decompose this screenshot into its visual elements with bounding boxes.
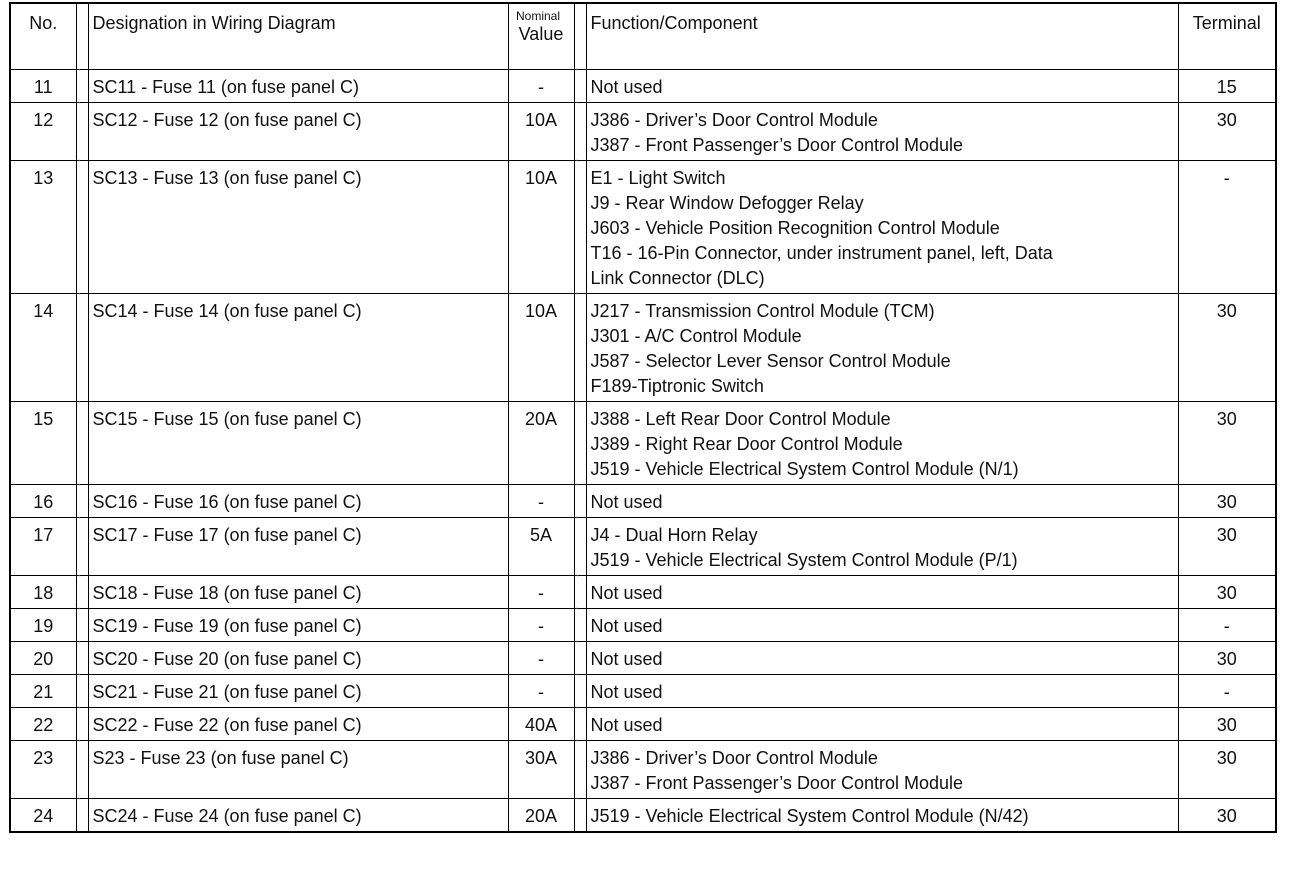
cell-designation: S23 - Fuse 23 (on fuse panel C) (88, 741, 508, 799)
table-row (10, 294, 1276, 402)
cell-designation: SC18 - Fuse 18 (on fuse panel C) (88, 576, 508, 609)
function-line: J603 - Vehicle Position Recognition Control Module (590, 218, 1000, 238)
cell-no: 22 (10, 708, 76, 741)
function-line: J387 - Front Passenger’s Door Control Module (590, 135, 964, 155)
function-line: J217 - Transmission Control Module (TCM) (590, 301, 935, 321)
cell-spacer (574, 294, 586, 402)
cell-function (586, 576, 1178, 609)
function-line: J301 - A/C Control Module (590, 326, 802, 346)
function-line: Not used (590, 583, 663, 603)
cell-spacer (76, 402, 88, 485)
cell-spacer (574, 485, 586, 518)
cell-designation: SC11 - Fuse 11 (on fuse panel C) (88, 70, 508, 103)
table-row (10, 609, 1276, 642)
table-row (10, 799, 1276, 833)
cell-no: 17 (10, 518, 76, 576)
cell-nominal-value: 5A (508, 518, 574, 576)
function-line: J519 - Vehicle Electrical System Control Module (N/42) (590, 806, 1029, 826)
cell-function (586, 799, 1178, 833)
cell-designation: SC20 - Fuse 20 (on fuse panel C) (88, 642, 508, 675)
cell-terminal: - (1178, 675, 1276, 708)
cell-nominal-value: 30A (508, 741, 574, 799)
cell-no: 15 (10, 402, 76, 485)
cell-terminal: 30 (1178, 103, 1276, 161)
cell-spacer (76, 576, 88, 609)
function-line: Link Connector (DLC) (590, 268, 765, 288)
function-line: Not used (590, 649, 663, 669)
cell-spacer (574, 741, 586, 799)
cell-designation: SC17 - Fuse 17 (on fuse panel C) (88, 518, 508, 576)
cell-designation: SC15 - Fuse 15 (on fuse panel C) (88, 402, 508, 485)
cell-designation: SC16 - Fuse 16 (on fuse panel C) (88, 485, 508, 518)
function-line: Not used (590, 616, 663, 636)
header-no: No. (10, 3, 76, 70)
cell-nominal-value: 20A (508, 799, 574, 833)
cell-no: 16 (10, 485, 76, 518)
cell-designation: SC12 - Fuse 12 (on fuse panel C) (88, 103, 508, 161)
cell-spacer (76, 609, 88, 642)
cell-designation: SC19 - Fuse 19 (on fuse panel C) (88, 609, 508, 642)
cell-nominal-value: - (508, 70, 574, 103)
cell-nominal-value: - (508, 485, 574, 518)
cell-designation: SC14 - Fuse 14 (on fuse panel C) (88, 294, 508, 402)
cell-terminal: 30 (1178, 642, 1276, 675)
table-row (10, 70, 1276, 103)
cell-spacer (76, 642, 88, 675)
fuse-table (9, 2, 1277, 833)
cell-no: 21 (10, 675, 76, 708)
cell-spacer (76, 708, 88, 741)
function-line: Not used (590, 715, 663, 735)
cell-function (586, 294, 1178, 402)
cell-no: 12 (10, 103, 76, 161)
header-nominal-bottom: Value (518, 24, 564, 44)
cell-no: 14 (10, 294, 76, 402)
table-row (10, 161, 1276, 294)
function-line: Not used (590, 492, 663, 512)
cell-spacer (574, 70, 586, 103)
cell-function (586, 70, 1178, 103)
cell-terminal: 30 (1178, 402, 1276, 485)
cell-spacer (574, 675, 586, 708)
cell-no: 19 (10, 609, 76, 642)
cell-spacer (574, 642, 586, 675)
cell-terminal: 30 (1178, 741, 1276, 799)
function-line: Not used (590, 77, 663, 97)
cell-no: 23 (10, 741, 76, 799)
cell-spacer (76, 161, 88, 294)
cell-spacer (574, 708, 586, 741)
cell-spacer (76, 741, 88, 799)
cell-terminal: - (1178, 609, 1276, 642)
cell-nominal-value: - (508, 675, 574, 708)
table-row (10, 103, 1276, 161)
function-line: J519 - Vehicle Electrical System Control Module (N/1) (590, 459, 1019, 479)
cell-spacer (574, 518, 586, 576)
cell-nominal-value: 10A (508, 294, 574, 402)
function-line: J9 - Rear Window Defogger Relay (590, 193, 864, 213)
cell-spacer (76, 799, 88, 833)
cell-terminal: 30 (1178, 518, 1276, 576)
table-row (10, 485, 1276, 518)
cell-nominal-value: - (508, 576, 574, 609)
cell-designation: SC13 - Fuse 13 (on fuse panel C) (88, 161, 508, 294)
cell-spacer (76, 518, 88, 576)
cell-nominal-value: - (508, 642, 574, 675)
function-line: J386 - Driver’s Door Control Module (590, 748, 878, 768)
cell-function (586, 609, 1178, 642)
cell-designation: SC24 - Fuse 24 (on fuse panel C) (88, 799, 508, 833)
header-designation: Designation in Wiring Diagram (88, 3, 508, 70)
cell-terminal: 30 (1178, 294, 1276, 402)
table-row (10, 642, 1276, 675)
function-line: J389 - Right Rear Door Control Module (590, 434, 903, 454)
cell-function (586, 518, 1178, 576)
cell-spacer (76, 485, 88, 518)
cell-designation: SC22 - Fuse 22 (on fuse panel C) (88, 708, 508, 741)
function-line: T16 - 16-Pin Connector, under instrument panel, left, Data (590, 243, 1053, 263)
cell-designation: SC21 - Fuse 21 (on fuse panel C) (88, 675, 508, 708)
cell-function (586, 675, 1178, 708)
cell-nominal-value: 10A (508, 103, 574, 161)
header-terminal: Terminal (1178, 3, 1276, 70)
cell-spacer (574, 161, 586, 294)
table-header-row (10, 3, 1276, 70)
cell-terminal: 30 (1178, 799, 1276, 833)
cell-no: 20 (10, 642, 76, 675)
cell-function (586, 161, 1178, 294)
header-spacer (574, 3, 586, 70)
function-line: Not used (590, 682, 663, 702)
cell-spacer (76, 294, 88, 402)
table-row (10, 402, 1276, 485)
cell-no: 11 (10, 70, 76, 103)
function-line: J519 - Vehicle Electrical System Control Module (P/1) (590, 550, 1018, 570)
function-line: J387 - Front Passenger’s Door Control Module (590, 773, 964, 793)
cell-terminal: 30 (1178, 485, 1276, 518)
cell-function (586, 103, 1178, 161)
cell-terminal: 15 (1178, 70, 1276, 103)
header-function: Function/Component (586, 3, 1178, 70)
table-row (10, 708, 1276, 741)
table-row (10, 741, 1276, 799)
cell-no: 18 (10, 576, 76, 609)
cell-spacer (574, 799, 586, 833)
function-line: F189-Tiptronic Switch (590, 376, 764, 396)
cell-spacer (574, 402, 586, 485)
cell-function (586, 642, 1178, 675)
cell-spacer (574, 576, 586, 609)
table-row (10, 675, 1276, 708)
cell-nominal-value: 20A (508, 402, 574, 485)
cell-function (586, 741, 1178, 799)
function-line: J4 - Dual Horn Relay (590, 525, 758, 545)
table-row (10, 576, 1276, 609)
cell-terminal: 30 (1178, 708, 1276, 741)
cell-spacer (76, 70, 88, 103)
cell-spacer (76, 675, 88, 708)
table-row (10, 518, 1276, 576)
function-line: E1 - Light Switch (590, 168, 726, 188)
cell-terminal: 30 (1178, 576, 1276, 609)
cell-function (586, 402, 1178, 485)
function-line: J386 - Driver’s Door Control Module (590, 110, 878, 130)
cell-spacer (76, 103, 88, 161)
header-spacer (76, 3, 88, 70)
cell-terminal: - (1178, 161, 1276, 294)
header-nominal-value (508, 3, 574, 70)
cell-function (586, 708, 1178, 741)
table-body (10, 70, 1276, 833)
cell-nominal-value: 40A (508, 708, 574, 741)
cell-function (586, 485, 1178, 518)
function-line: J587 - Selector Lever Sensor Control Module (590, 351, 951, 371)
cell-nominal-value: 10A (508, 161, 574, 294)
cell-nominal-value: - (508, 609, 574, 642)
cell-spacer (574, 103, 586, 161)
function-line: J388 - Left Rear Door Control Module (590, 409, 891, 429)
header-nominal-top: Nominal (515, 9, 560, 23)
cell-spacer (574, 609, 586, 642)
cell-no: 13 (10, 161, 76, 294)
cell-no: 24 (10, 799, 76, 833)
